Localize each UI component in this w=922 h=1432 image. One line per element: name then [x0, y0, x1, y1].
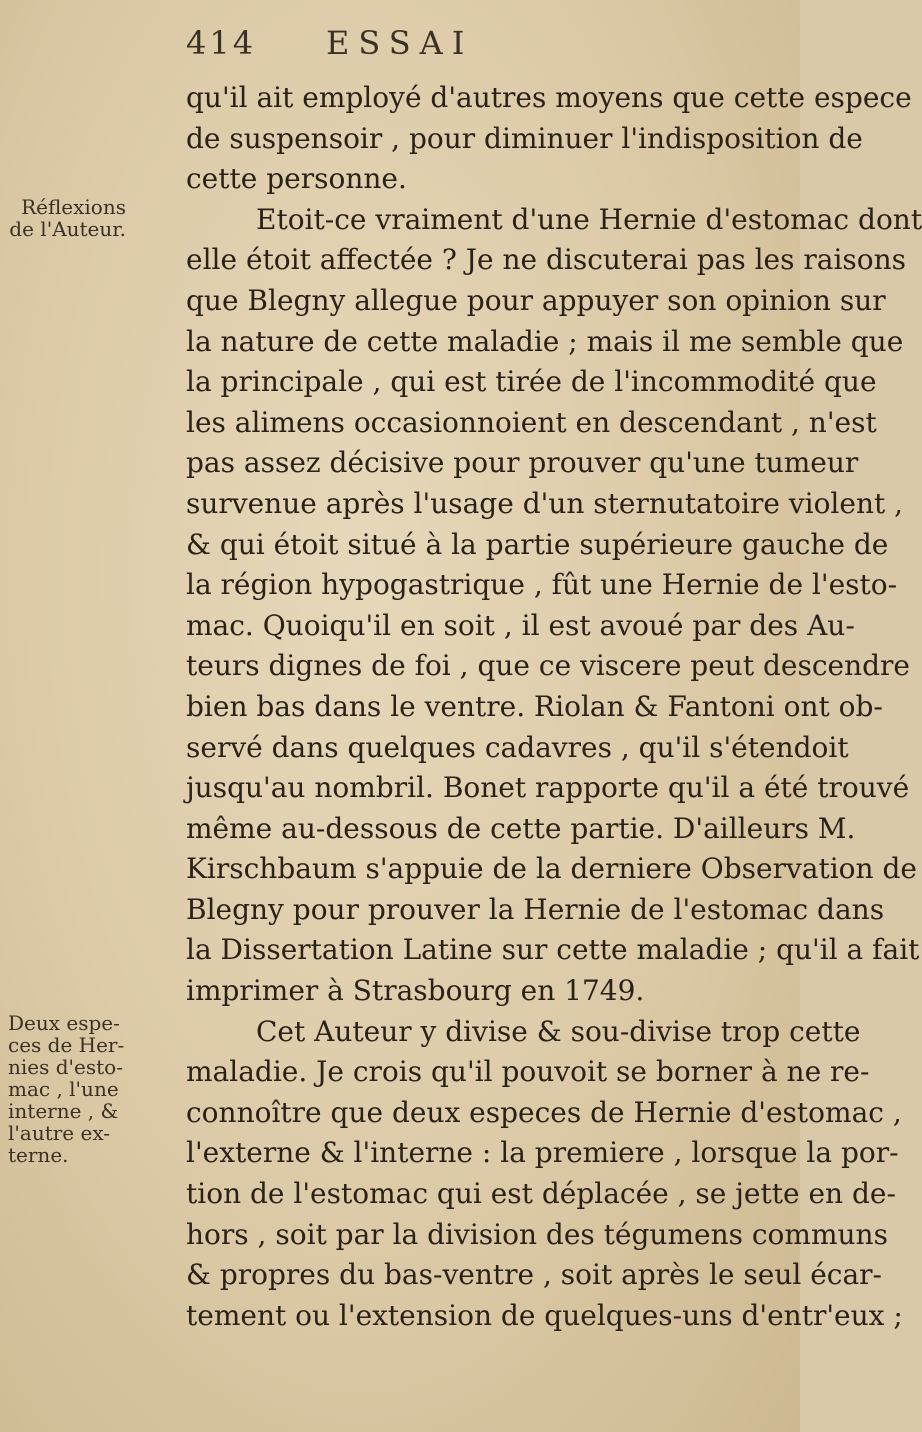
text-line: pas assez décisive pour prouver qu'une tumeur	[186, 446, 859, 480]
running-title: ESSAI	[326, 24, 474, 62]
text-line: tement ou l'extension de quelques-uns d'entr'eux ;	[186, 1298, 903, 1332]
text-line: teurs dignes de foi , que ce viscere peut descendre	[186, 649, 910, 683]
text-line: même au-dessous de cette partie. D'ailleurs M.	[186, 811, 856, 845]
text-line: de suspensoir , pour diminuer l'indisposition de	[186, 121, 863, 155]
text-line: & propres du bas-ventre , soit après le seul écar-	[186, 1258, 882, 1292]
text-line: survenue après l'usage d'un sternutatoire violent ,	[186, 486, 904, 520]
margin-note-line: nies d'esto-	[8, 1055, 123, 1079]
text-line: elle étoit affectée ? Je ne discuterai pas les raisons	[186, 243, 907, 277]
running-head	[186, 24, 606, 68]
text-line: la principale , qui est tirée de l'incommodité que	[186, 365, 877, 399]
margin-note-line: interne , &	[8, 1099, 119, 1123]
text-line: Kirschbaum s'appuie de la derniere Observation de	[186, 852, 917, 886]
text-line: la Dissertation Latine sur cette maladie ; qu'il a fait	[186, 933, 920, 967]
text-line: la nature de cette maladie ; mais il me semble que	[186, 324, 904, 358]
text-line: l'externe & l'interne : la premiere , lorsque la por-	[186, 1136, 899, 1170]
text-line: servé dans quelques cadavres , qu'il s'étendoit	[186, 730, 849, 764]
margin-note-line: Réflexions	[21, 195, 126, 219]
text-line: maladie. Je crois qu'il pouvoit se borner à ne re-	[186, 1055, 870, 1089]
text-line: la région hypogastrique , fût une Hernie de l'esto-	[186, 568, 898, 602]
text-line: Cet Auteur y divise & sou-divise trop cette	[256, 1014, 861, 1048]
margin-note-line: Deux espe-	[8, 1011, 120, 1035]
margin-note-line: mac , l'une	[8, 1077, 119, 1101]
text-line: bien bas dans le ventre. Riolan & Fantoni ont ob-	[186, 689, 883, 723]
margin-note-reflexions	[8, 196, 126, 240]
margin-note-line: l'autre ex-	[8, 1121, 111, 1145]
margin-note-deux-especes	[8, 1012, 130, 1166]
text-line: qu'il ait employé d'autres moyens que cette espece	[186, 81, 912, 114]
text-line: que Blegny allegue pour appuyer son opinion sur	[186, 283, 886, 317]
text-line: tion de l'estomac qui est déplacée , se jette en de-	[186, 1177, 896, 1211]
text-line: & qui étoit situé à la partie supérieure gauche de	[186, 527, 889, 561]
body-text	[186, 78, 922, 1336]
margin-note-line: de l'Auteur.	[9, 217, 126, 241]
text-line: hors , soit par la division des tégumens communs	[186, 1217, 888, 1251]
text-line: connoître que deux especes de Hernie d'estomac ,	[186, 1095, 902, 1129]
text-line: imprimer à Strasbourg en 1749.	[186, 974, 645, 1008]
text-line: cette personne.	[186, 162, 407, 196]
text-line: Etoit-ce vraiment d'une Hernie d'estomac dont	[256, 202, 922, 236]
text-line: les alimens occasionnoient en descendant , n'est	[186, 405, 877, 439]
page-number: 414	[186, 24, 257, 62]
margin-note-line: terne.	[8, 1143, 69, 1167]
text-line: jusqu'au nombril. Bonet rapporte qu'il a été trouvé	[186, 771, 910, 805]
margin-note-line: ces de Her-	[8, 1033, 125, 1057]
text-line: Blegny pour prouver la Hernie de l'estomac dans	[186, 892, 885, 926]
text-line: mac. Quoiqu'il en soit , il est avoué par des Au-	[186, 608, 855, 642]
